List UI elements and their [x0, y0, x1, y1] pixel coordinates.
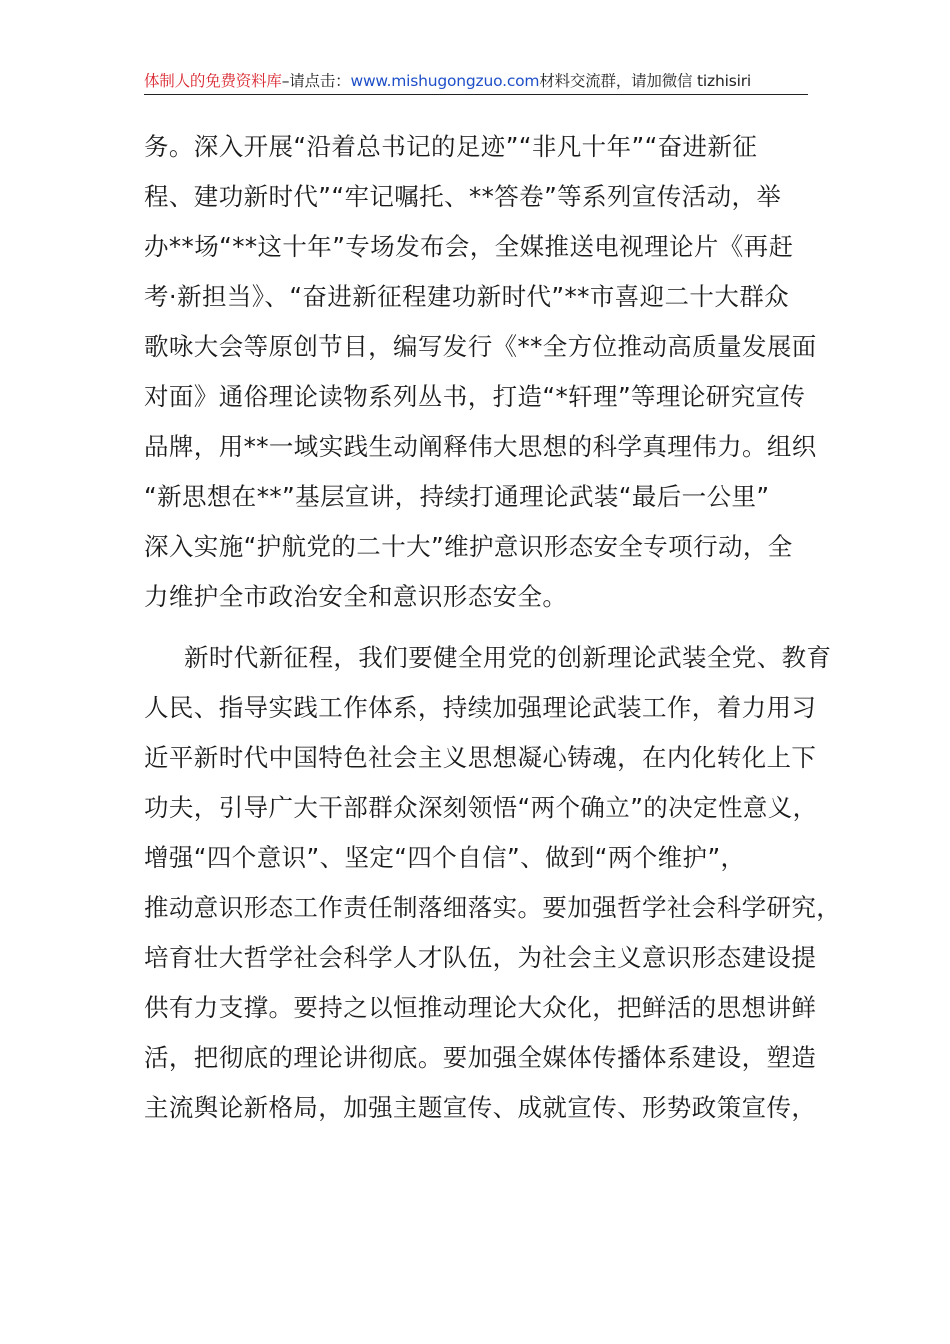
text-line: 品牌，用**一域实践生动阐释伟大思想的科学真理伟力。组织 [144, 432, 817, 461]
text-line: 考·新担当》、“奋进新征程建功新时代”**市喜迎二十大群众 [144, 282, 790, 311]
text-line: 歌咏大会等原创节目，编写发行《**全方位推动高质量发展面 [144, 332, 817, 361]
paragraph-2 [144, 633, 842, 1133]
header-brand: 体制人的免费资料库 [144, 72, 282, 90]
text-line: 培育壮大哲学社会科学人才队伍，为社会主义意识形态建设提 [144, 943, 817, 972]
text-line: 新时代新征程，我们要健全用党的创新理论武装全党、教育 [184, 643, 832, 672]
text-line: 增强“四个意识”、坚定“四个自信”、做到“两个维护”， [144, 843, 746, 872]
paragraph-1 [144, 122, 817, 622]
text-line: “新思想在**”基层宣讲，持续打通理论武装“最后一公里” [144, 482, 770, 511]
text-line: 务。深入开展“沿着总书记的足迹”“非凡十年”“奋进新征 [144, 132, 758, 161]
text-line: 主流舆论新格局，加强主题宣传、成就宣传、形势政策宣传， [144, 1093, 817, 1122]
header-click-prompt: –请点击： [281, 72, 351, 90]
text-line: 人民、指导实践工作体系，持续加强理论武装工作，着力用习 [144, 693, 817, 722]
text-line: 办**场“**这十年”专场发布会，全媒推送电视理论片《再赶 [144, 232, 794, 261]
text-line: 深入实施“护航党的二十大”维护意识形态安全专项行动，全 [144, 532, 793, 561]
text-line: 近平新时代中国特色社会主义思想凝心铸魂，在内化转化上下 [144, 743, 817, 772]
text-line: 对面》通俗理论读物系列丛书，打造“*轩理”等理论研究宣传 [144, 382, 806, 411]
text-line: 推动意识形态工作责任制落细落实。要加强哲学社会科学研究， [144, 893, 842, 922]
document-body [144, 122, 842, 1133]
text-line: 供有力支撑。要持之以恒推动理论大众化，把鲜活的思想讲鲜 [144, 993, 817, 1022]
text-line: 活，把彻底的理论讲彻底。要加强全媒体传播体系建设，塑造 [144, 1043, 817, 1072]
text-line: 程、建功新时代”“牢记嘱托、**答卷”等系列宣传活动，举 [144, 182, 782, 211]
page-header [144, 68, 808, 95]
header-url-link[interactable]: www.mishugongzuo.com [350, 72, 540, 90]
text-line: 力维护全市政治安全和意识形态安全。 [144, 582, 568, 611]
header-note: 材料交流群，请加微信 tizhisiri [539, 72, 751, 90]
paragraph-spacer [144, 622, 808, 633]
text-line: 功夫，引导广大干部群众深刻领悟“两个确立”的决定性意义， [144, 793, 818, 822]
